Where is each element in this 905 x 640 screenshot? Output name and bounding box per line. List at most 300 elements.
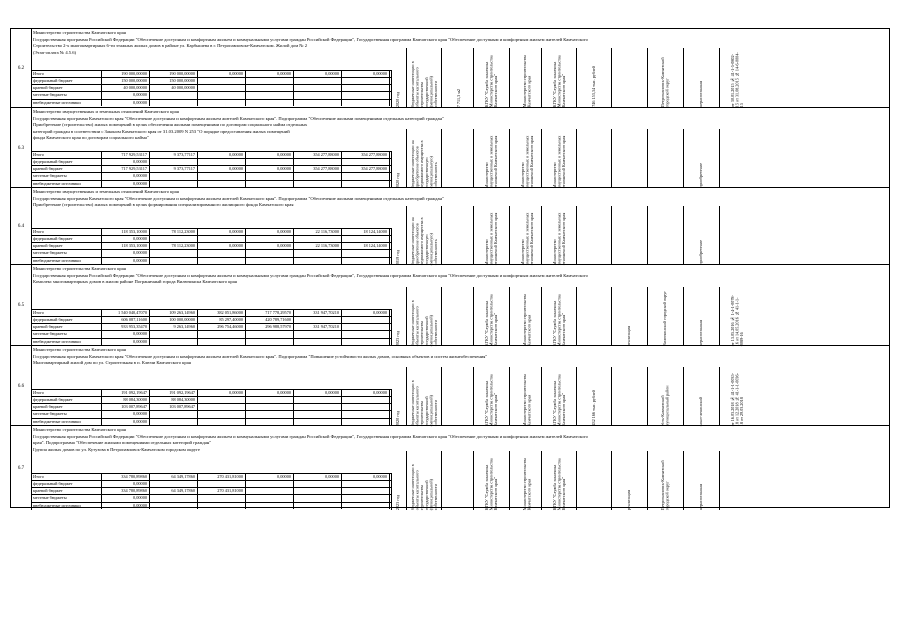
funding-value bbox=[198, 159, 246, 165]
funding-value: 0,00000 bbox=[198, 229, 246, 235]
funding-value bbox=[342, 159, 390, 165]
funding-row bbox=[31, 411, 391, 418]
funding-value: 0,00000 bbox=[102, 236, 150, 242]
funding-value: 78 112,23000 bbox=[150, 243, 198, 249]
funding-value: 9 373,77117 bbox=[150, 152, 198, 158]
funding-row bbox=[31, 229, 391, 236]
funding-value bbox=[246, 92, 294, 98]
vertical-cell bbox=[442, 131, 477, 189]
vertical-text: от 16.03.2018 № 41-1-1-0035-18 от 12.2018 № 41-1-1-0036-18 от 29.03.2018 bbox=[729, 372, 744, 426]
funding-value: 270 431,81000 bbox=[198, 488, 246, 494]
funding-value: 717 778,29570 bbox=[246, 310, 294, 316]
funding-value bbox=[294, 331, 342, 337]
vertical-cell bbox=[720, 453, 755, 511]
funding-value: 354 277,88000 bbox=[342, 166, 390, 172]
funding-value: 0,00000 bbox=[102, 503, 150, 509]
funding-rows bbox=[31, 473, 391, 509]
vertical-cell bbox=[577, 289, 612, 347]
funding-row bbox=[31, 173, 391, 180]
section-header-line: категорий граждан в соответствии с Законом Камчатского края от 31.03.2009 N 253 "О порядке предоставления жилых помещений bbox=[33, 128, 290, 134]
year-cell bbox=[391, 309, 406, 347]
vertical-text: заказ-ленинский bbox=[698, 396, 704, 426]
funding-value: 85 297,40000 bbox=[198, 317, 246, 323]
section-header-line: Государственная программа Российской Федерации "Обеспечение доступным и комфортным жильем и коммунальными услугами граждан Российской Федерации", Государственная программа Камчатского края "Обеспечение доступным и комфортным жильем жителей Камчатского bbox=[33, 36, 588, 42]
vertical-text: от 13.05.2016 № 1-4-1-0078-16 от 14.05.2016 № 41-1-1-0089-16 bbox=[729, 294, 744, 346]
funding-rows bbox=[31, 70, 391, 106]
funding-value bbox=[246, 100, 294, 106]
section-header-line: Приобретение (строительство) жилых помещений в целях обеспечения жилыми помещениями по договорам социального найма отдельных bbox=[33, 122, 308, 127]
funding-value bbox=[342, 503, 390, 509]
funding-value: 0,00000 bbox=[102, 419, 150, 425]
funding-value bbox=[342, 236, 390, 242]
funding-row bbox=[31, 85, 391, 92]
vertical-cell bbox=[648, 289, 683, 347]
funding-value bbox=[246, 503, 294, 509]
funding-row bbox=[31, 236, 391, 243]
funding-source-label: Итого bbox=[31, 229, 102, 235]
vertical-cell bbox=[510, 208, 545, 266]
vertical-cell bbox=[542, 369, 577, 427]
funding-value bbox=[246, 85, 294, 91]
vertical-cell bbox=[612, 453, 647, 511]
funding-row bbox=[31, 71, 391, 78]
vertical-cell bbox=[684, 131, 719, 189]
funding-value: 9 373,77117 bbox=[150, 166, 198, 172]
funding-value bbox=[198, 411, 246, 417]
vertical-cell bbox=[684, 50, 719, 108]
document-table bbox=[10, 28, 890, 508]
funding-value bbox=[246, 481, 294, 487]
section-header-line: Министерство строительства Камчатского края bbox=[33, 347, 126, 352]
funding-value bbox=[294, 503, 342, 509]
funding-row bbox=[31, 78, 391, 85]
year-cell bbox=[391, 228, 406, 266]
vertical-cell bbox=[510, 50, 545, 108]
funding-row bbox=[31, 481, 391, 488]
funding-row bbox=[31, 503, 391, 509]
funding-value bbox=[198, 250, 246, 256]
funding-value bbox=[198, 397, 246, 403]
vertical-text: Министерство имущественных и земельных отношений Камчатского края bbox=[551, 212, 566, 265]
vertical-text: бюджетные инвестиции на приобретение объектов недвижимого имущества в государственную (муниципальную) собственность bbox=[409, 140, 438, 188]
funding-rows bbox=[31, 309, 391, 345]
funding-value bbox=[294, 159, 342, 165]
vertical-cell bbox=[510, 453, 545, 511]
funding-value bbox=[246, 159, 294, 165]
table-section bbox=[11, 425, 889, 510]
funding-source-label: Итого bbox=[31, 310, 102, 316]
funding-value: 0,00000 bbox=[246, 229, 294, 235]
funding-value bbox=[342, 481, 390, 487]
funding-value: 0,00000 bbox=[246, 152, 294, 158]
funding-value: 18 124,14000 bbox=[342, 229, 390, 235]
funding-value bbox=[342, 331, 390, 337]
vertical-cell bbox=[612, 289, 647, 347]
funding-row bbox=[31, 324, 391, 331]
funding-value: 64 349,17860 bbox=[150, 474, 198, 480]
funding-value: 118 353,10000 bbox=[102, 229, 150, 235]
funding-source-label: внебюджетные источники bbox=[31, 100, 102, 106]
funding-value bbox=[294, 481, 342, 487]
vertical-text: 746 153,34 тыс. рублей bbox=[591, 66, 597, 107]
funding-value bbox=[198, 481, 246, 487]
vertical-text: нераспознаная bbox=[698, 80, 704, 107]
funding-value bbox=[294, 250, 342, 256]
vertical-cell bbox=[720, 50, 755, 108]
funding-value: 717 929,53117 bbox=[102, 166, 150, 172]
funding-source-label: местные бюджеты bbox=[31, 92, 102, 98]
year-text: 2020 год bbox=[395, 91, 401, 107]
year-cell bbox=[391, 70, 406, 108]
year-text: 2019 год bbox=[395, 249, 401, 265]
funding-source-label: внебюджетные источники bbox=[31, 339, 102, 345]
funding-value bbox=[246, 411, 294, 417]
table-section bbox=[11, 107, 889, 188]
funding-value: 354 277,88000 bbox=[342, 152, 390, 158]
vertical-cell bbox=[407, 50, 442, 108]
funding-source-label: внебюджетные источники bbox=[31, 419, 102, 425]
vertical-cell bbox=[442, 453, 477, 511]
funding-value bbox=[198, 236, 246, 242]
funding-value bbox=[294, 411, 342, 417]
funding-row bbox=[31, 474, 391, 481]
funding-value: 270 431,81000 bbox=[198, 474, 246, 480]
funding-value bbox=[342, 85, 390, 91]
funding-value bbox=[198, 503, 246, 509]
vertical-cell bbox=[407, 453, 442, 511]
section-header-line: Государственная программа Российской Федерации "Обеспечение доступным и комфортным жильем и коммунальными услугами граждан Российской Федерации", Государственная программа Камчатского края "Обеспечение доступным и комфортным жильем жителей Камчатского bbox=[33, 433, 588, 439]
funding-value: 103 007,89647 bbox=[102, 404, 150, 410]
vertical-cell bbox=[720, 369, 755, 427]
vertical-cell bbox=[684, 369, 719, 427]
section-header-line: Государственная программа Камчатского края "Обеспечение доступным и комфортным жильем жителей Камчатского края". Подпрограмма "Повышение устойчивости жилых домов, основных объектов и систем жизнеобеспечения" bbox=[33, 353, 488, 359]
funding-value: 0,00000 bbox=[294, 71, 342, 77]
funding-value bbox=[294, 173, 342, 179]
section-header-line: Министерство строительства Камчатского края bbox=[33, 30, 126, 35]
vertical-cell bbox=[612, 131, 647, 189]
funding-value: 606 087,11600 bbox=[102, 317, 150, 323]
funding-value: 100 000,00000 bbox=[150, 317, 198, 323]
section-header-line: Государственная программа Камчатского края "Обеспечение доступным и комфортным жильем жителей Камчатского края". Подпрограмма "Обеспечение жилыми помещениями отдельных категорий граждан" bbox=[33, 195, 444, 201]
funding-row bbox=[31, 495, 391, 502]
vertical-cell bbox=[474, 289, 509, 347]
funding-value: 0,00000 bbox=[102, 331, 150, 337]
vertical-text: реализация bbox=[626, 325, 632, 346]
funding-value bbox=[150, 236, 198, 242]
funding-value: 331 947,70210 bbox=[294, 324, 342, 330]
section-number: 6.4 bbox=[11, 188, 32, 265]
funding-value bbox=[294, 495, 342, 501]
year-text: 2023 год bbox=[395, 494, 401, 510]
section-header-line: Министерство имущественных и земельных отношений Камчатского края bbox=[33, 109, 179, 114]
funding-value: 190 000,00000 bbox=[150, 71, 198, 77]
funding-row bbox=[31, 243, 391, 250]
funding-value: 1 540 040,47070 bbox=[102, 310, 150, 316]
funding-value: 0,00000 bbox=[102, 100, 150, 106]
vertical-cell bbox=[648, 208, 683, 266]
vertical-text: Вилючинский городской округ bbox=[662, 290, 668, 346]
funding-value bbox=[342, 397, 390, 403]
funding-value bbox=[294, 236, 342, 242]
funding-source-label: федеральный бюджет bbox=[31, 397, 102, 403]
funding-value: 191 092,19647 bbox=[150, 390, 198, 396]
vertical-text: бюджетные инвестиции на приобретение объектов недвижимого имущества в государственную (муниципальную) собственность bbox=[409, 217, 438, 265]
funding-value bbox=[150, 411, 198, 417]
vertical-cell bbox=[648, 50, 683, 108]
funding-value: 0,00000 bbox=[342, 310, 390, 316]
funding-value bbox=[150, 481, 198, 487]
section-header-line: Приобретение (строительство) жилых помещений в целях формирования специализированного жилищного фонда Камчатского края bbox=[33, 202, 294, 207]
funding-value: 420 789,71600 bbox=[246, 317, 294, 323]
funding-rows bbox=[31, 389, 391, 425]
funding-value: 0,00000 bbox=[342, 474, 390, 480]
year-text: 2020 год bbox=[395, 172, 401, 188]
funding-rows bbox=[31, 228, 391, 264]
section-header-line: Многоквартирный жилой дом по ул. Строительная в п. Ключи Камчатского края bbox=[33, 360, 191, 365]
funding-value bbox=[294, 100, 342, 106]
vertical-cell bbox=[577, 369, 612, 427]
funding-source-label: краевой бюджет bbox=[31, 404, 102, 410]
funding-value bbox=[150, 92, 198, 98]
vertical-text: приобретение bbox=[698, 163, 704, 188]
funding-row bbox=[31, 152, 391, 159]
table-section bbox=[11, 264, 889, 346]
funding-value: 191 092,19647 bbox=[102, 390, 150, 396]
funding-value: 0,00000 bbox=[102, 411, 150, 417]
table-section bbox=[11, 345, 889, 426]
funding-value: 0,00000 bbox=[246, 390, 294, 396]
funding-row bbox=[31, 159, 391, 166]
funding-value: 717 929,53117 bbox=[102, 152, 150, 158]
funding-value: 88 084,30000 bbox=[102, 397, 150, 403]
funding-value: 0,00000 bbox=[342, 390, 390, 396]
vertical-text: Министерство имущественных и земельных отношений Камчатского края bbox=[519, 212, 534, 265]
funding-source-label: краевой бюджет bbox=[31, 324, 102, 330]
funding-value bbox=[150, 250, 198, 256]
section-header-line: Государственная программа Камчатского края "Обеспечение доступным и комфортным жильем жителей Камчатского края". Подпрограмма "Обеспечение жилыми помещениями отдельных категорий граждан" bbox=[33, 115, 444, 121]
vertical-cell bbox=[542, 50, 577, 108]
funding-value: 933 953,35470 bbox=[102, 324, 150, 330]
vertical-cell bbox=[612, 208, 647, 266]
funding-value: 0,00000 bbox=[102, 339, 150, 345]
vertical-text: Петропавловск-Камчатский городской округ bbox=[659, 57, 670, 107]
funding-value bbox=[342, 173, 390, 179]
funding-value bbox=[246, 404, 294, 410]
funding-row bbox=[31, 390, 391, 397]
funding-value bbox=[150, 331, 198, 337]
section-number: 6.2 bbox=[11, 29, 32, 107]
funding-source-label: внебюджетные источники bbox=[31, 258, 102, 264]
vertical-text: Министерство строительства Камчатского края bbox=[521, 457, 532, 510]
vertical-cell bbox=[474, 131, 509, 189]
section-header-line: (Этап-оплата № 4.5.6) bbox=[33, 49, 77, 55]
funding-value: 118 353,10000 bbox=[102, 243, 150, 249]
vertical-text: КГКУ "Служба заказчика Министерства строительства Камчатского края" bbox=[483, 55, 498, 107]
vertical-text: бюджетные инвестиции в объекты капитального строительства государственной (муниципальной) собственности bbox=[409, 380, 438, 426]
vertical-cell bbox=[612, 50, 647, 108]
vertical-text: Петропавловск-Камчатский городской округ bbox=[659, 460, 670, 510]
funding-value bbox=[342, 324, 390, 330]
vertical-cell bbox=[474, 369, 509, 427]
funding-source-label: краевой бюджет bbox=[31, 166, 102, 172]
funding-value bbox=[342, 488, 390, 494]
vertical-text: Министерство строительства Камчатского края bbox=[521, 373, 532, 426]
funding-value: 150 000,00000 bbox=[102, 78, 150, 84]
funding-value: 109 263,14960 bbox=[150, 310, 198, 316]
funding-source-label: Итого bbox=[31, 152, 102, 158]
funding-row bbox=[31, 488, 391, 495]
vertical-text: КГКУ "Служба заказчика Министерства строительства Камчатского края" bbox=[483, 458, 498, 510]
funding-value: 296 754,46000 bbox=[198, 324, 246, 330]
vertical-cell bbox=[648, 369, 683, 427]
vertical-cell bbox=[442, 369, 477, 427]
funding-value bbox=[198, 173, 246, 179]
funding-value: 0,00000 bbox=[342, 71, 390, 77]
year-text: 2020 год bbox=[395, 410, 401, 426]
section-header-line: Группа жилых домов по ул. Кутузова в Петропавловск-Камчатском городском округе bbox=[33, 446, 200, 452]
vertical-cell bbox=[542, 208, 577, 266]
funding-value bbox=[294, 404, 342, 410]
funding-value: 0,00000 bbox=[102, 481, 150, 487]
vertical-text: реализация bbox=[626, 489, 632, 510]
vertical-text: бюджетные инвестиции в объекты капитального строительства государственной (муниципальной) собственности bbox=[409, 300, 438, 346]
funding-value bbox=[294, 92, 342, 98]
funding-value: 0,00000 bbox=[294, 474, 342, 480]
funding-value: 0,00000 bbox=[102, 159, 150, 165]
funding-value bbox=[342, 78, 390, 84]
funding-value: 0,00000 bbox=[246, 71, 294, 77]
vertical-cell bbox=[542, 453, 577, 511]
funding-row bbox=[31, 404, 391, 411]
funding-value bbox=[198, 92, 246, 98]
vertical-text: нераспознаная bbox=[698, 319, 704, 346]
year-cell bbox=[391, 389, 406, 427]
vertical-cell bbox=[510, 289, 545, 347]
section-header-line: Министерство строительства Камчатского края bbox=[33, 266, 126, 271]
funding-value bbox=[342, 411, 390, 417]
funding-value bbox=[246, 173, 294, 179]
table-section bbox=[11, 187, 889, 265]
funding-row bbox=[31, 250, 391, 257]
section-header-line: Министерство строительства Камчатского края bbox=[33, 427, 126, 432]
funding-value bbox=[246, 78, 294, 84]
funding-value bbox=[294, 317, 342, 323]
funding-value bbox=[198, 78, 246, 84]
vertical-text: Министерство имущественных и земельных отношений Камчатского края bbox=[483, 212, 498, 265]
vertical-cell bbox=[577, 453, 612, 511]
funding-value: 22 116,73000 bbox=[294, 243, 342, 249]
vertical-cell bbox=[442, 208, 477, 266]
funding-value bbox=[150, 100, 198, 106]
vertical-text: 7 711,3 м2 bbox=[456, 88, 462, 107]
funding-value: 382 051,86000 bbox=[198, 310, 246, 316]
funding-row bbox=[31, 92, 391, 99]
vertical-cell bbox=[510, 369, 545, 427]
funding-source-label: внебюджетные источники bbox=[31, 181, 102, 187]
funding-value: 0,00000 bbox=[294, 390, 342, 396]
vertical-cell bbox=[474, 208, 509, 266]
section-header-line: Министерство имущественных и земельных отношений Камчатского края bbox=[33, 189, 179, 194]
funding-value: 190 000,00000 bbox=[102, 71, 150, 77]
funding-value bbox=[294, 78, 342, 84]
vertical-text: Министерство имущественных и земельных отношений Камчатского края bbox=[519, 135, 534, 188]
funding-value bbox=[246, 488, 294, 494]
funding-source-label: местные бюджеты bbox=[31, 495, 102, 501]
vertical-cell bbox=[720, 208, 755, 266]
funding-value: 0,00000 bbox=[102, 250, 150, 256]
funding-row bbox=[31, 166, 391, 173]
table-section bbox=[11, 29, 889, 107]
funding-source-label: местные бюджеты bbox=[31, 411, 102, 417]
vertical-cell bbox=[684, 208, 719, 266]
vertical-cell bbox=[684, 453, 719, 511]
funding-value bbox=[198, 331, 246, 337]
vertical-cell bbox=[407, 369, 442, 427]
funding-source-label: краевой бюджет bbox=[31, 85, 102, 91]
vertical-cell bbox=[577, 131, 612, 189]
funding-value: 150 000,00000 bbox=[150, 78, 198, 84]
funding-value bbox=[342, 92, 390, 98]
vertical-cell bbox=[474, 453, 509, 511]
vertical-text: бюджетные инвестиции в объекты капитального строительства государственной (муниципальной) собственности bbox=[409, 464, 438, 510]
funding-value bbox=[198, 495, 246, 501]
vertical-cell bbox=[720, 131, 755, 189]
funding-source-label: краевой бюджет bbox=[31, 488, 102, 494]
funding-value bbox=[150, 503, 198, 509]
section-header-line: фонда Камчатского края по договорам социального найма" bbox=[33, 135, 149, 140]
vertical-text: Министерство строительства Камчатского края bbox=[521, 54, 532, 107]
funding-value: 0,00000 bbox=[246, 243, 294, 249]
section-header-line: края". Подпрограмма "Обеспечение жилыми помещениями отдельных категорий граждан" bbox=[33, 440, 212, 445]
funding-rows bbox=[31, 151, 391, 187]
funding-source-label: местные бюджеты bbox=[31, 173, 102, 179]
funding-value bbox=[342, 404, 390, 410]
funding-source-label: Итого bbox=[31, 71, 102, 77]
vertical-cell bbox=[684, 289, 719, 347]
vertical-cell bbox=[542, 289, 577, 347]
funding-value bbox=[198, 85, 246, 91]
vertical-text: от 30.01.2015 № 41-1-5-0802-15 от 31.08.2015 № 14-6-0004-15 bbox=[729, 52, 744, 107]
vertical-cell bbox=[407, 289, 442, 347]
funding-source-label: федеральный бюджет bbox=[31, 78, 102, 84]
vertical-cell bbox=[442, 50, 477, 108]
funding-value: 40 000,00000 bbox=[150, 85, 198, 91]
section-number: 6.6 bbox=[11, 346, 32, 426]
funding-source-label: краевой бюджет bbox=[31, 243, 102, 249]
funding-row bbox=[31, 397, 391, 404]
funding-value: 0,00000 bbox=[102, 173, 150, 179]
funding-value bbox=[150, 173, 198, 179]
funding-value: 0,00000 bbox=[198, 166, 246, 172]
section-number: 6.5 bbox=[11, 265, 32, 346]
vertical-text: Усть-Камчатский муниципальный район bbox=[659, 385, 670, 426]
funding-value bbox=[246, 495, 294, 501]
funding-value: 40 000,00000 bbox=[102, 85, 150, 91]
section-number: 6.3 bbox=[11, 108, 32, 188]
vertical-cell bbox=[577, 208, 612, 266]
section-header-line: Государственная программа Российской Федерации "Обеспечение доступным и комфортным жильем и коммунальными услугами граждан Российской Федерации", Государственная программа Камчатского края "Обеспечение доступным и комфортным жильем жителей Камчатского bbox=[33, 272, 588, 278]
vertical-cell bbox=[720, 289, 755, 347]
funding-value: 331 947,70210 bbox=[294, 310, 342, 316]
vertical-text: 432 166 тыс. рублей bbox=[591, 390, 597, 426]
funding-source-label: местные бюджеты bbox=[31, 250, 102, 256]
funding-value bbox=[342, 317, 390, 323]
section-header-line: Комплекс многоквартирных домов в жилом районе Пограничный города Вилючинска Камчатского края bbox=[33, 279, 237, 284]
funding-row bbox=[31, 310, 391, 317]
funding-value bbox=[342, 250, 390, 256]
funding-source-label: местные бюджеты bbox=[31, 331, 102, 337]
funding-value bbox=[246, 331, 294, 337]
